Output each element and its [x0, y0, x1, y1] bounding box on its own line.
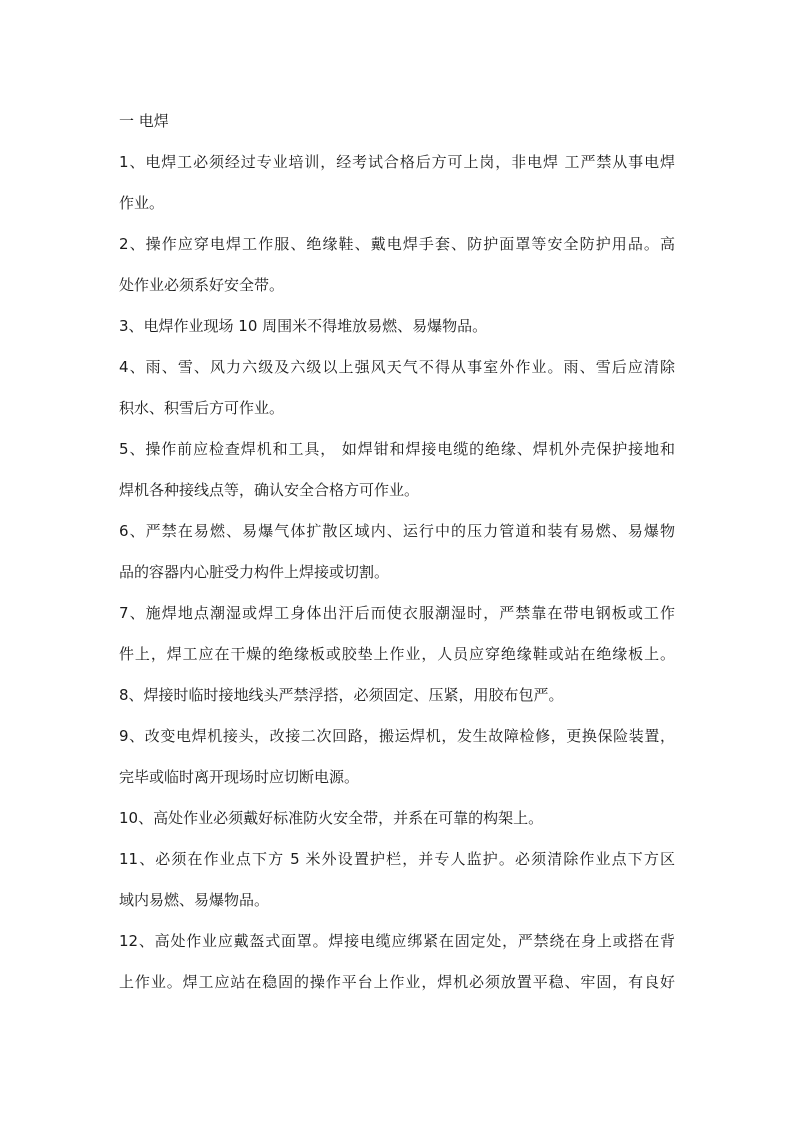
text-line: 9、改变电焊机接头，改接二次回路，搬运焊机，发生故障检修，更换保险装置，	[119, 727, 675, 745]
text-line: 12、高处作业应戴盔式面罩。焊接电缆应绑紧在固定处，严禁绕在身上或搭在背	[119, 932, 675, 950]
text-line: 11、必须在作业点下方 5 米外设置护栏，并专人监护。必须清除作业点下方区	[119, 850, 675, 868]
text-line: 7、施焊地点潮湿或焊工身体出汗后而使衣服潮湿时，严禁靠在带电钢板或工作	[119, 604, 675, 622]
text-line: 完毕或临时离开现场时应切断电源。	[119, 768, 360, 786]
text-line: 域内易燃、易爆物品。	[119, 891, 270, 909]
text-line: 10、高处作业必须戴好标准防火安全带，并系在可靠的构架上。	[119, 809, 544, 827]
text-line: 品的容器内心脏受力构件上焊接或切割。	[119, 563, 390, 581]
text-line: 1、电焊工必须经过专业培训，经考试合格后方可上岗，非电焊 工严禁从事电焊	[119, 153, 675, 171]
text-line: 8、焊接时临时接地线头严禁浮搭，必须固定、压紧，用胶布包严。	[119, 686, 564, 704]
text-line: 处作业必须系好安全带。	[119, 276, 285, 294]
text-line: 2、操作应穿电焊工作服、绝缘鞋、戴电焊手套、防护面罩等安全防护用品。高	[119, 235, 675, 253]
text-line: 作业。	[119, 194, 165, 212]
text-line: 焊机各种接线点等，确认安全合格方可作业。	[119, 481, 420, 499]
section-heading: 一 电焊	[119, 112, 169, 130]
text-line: 件上，焊工应在干燥的绝缘板或胶垫上作业，人员应穿绝缘鞋或站在绝缘板上。	[119, 645, 675, 663]
text-line: 3、电焊作业现场 10 周围米不得堆放易燃、易爆物品。	[119, 317, 488, 335]
document-body	[119, 101, 675, 1003]
text-line: 6、严禁在易燃、易爆气体扩散区域内、运行中的压力管道和装有易燃、易爆物	[119, 522, 675, 540]
text-line: 4、雨、雪、风力六级及六级以上强风天气不得从事室外作业。雨、雪后应清除	[119, 358, 675, 376]
text-line: 5、操作前应检查焊机和工具， 如焊钳和焊接电缆的绝缘、焊机外壳保护接地和	[119, 440, 675, 458]
text-line: 积水、积雪后方可作业。	[119, 399, 285, 417]
text-line: 上作业。焊工应站在稳固的操作平台上作业，焊机必须放置平稳、牢固，有良好	[119, 973, 675, 991]
